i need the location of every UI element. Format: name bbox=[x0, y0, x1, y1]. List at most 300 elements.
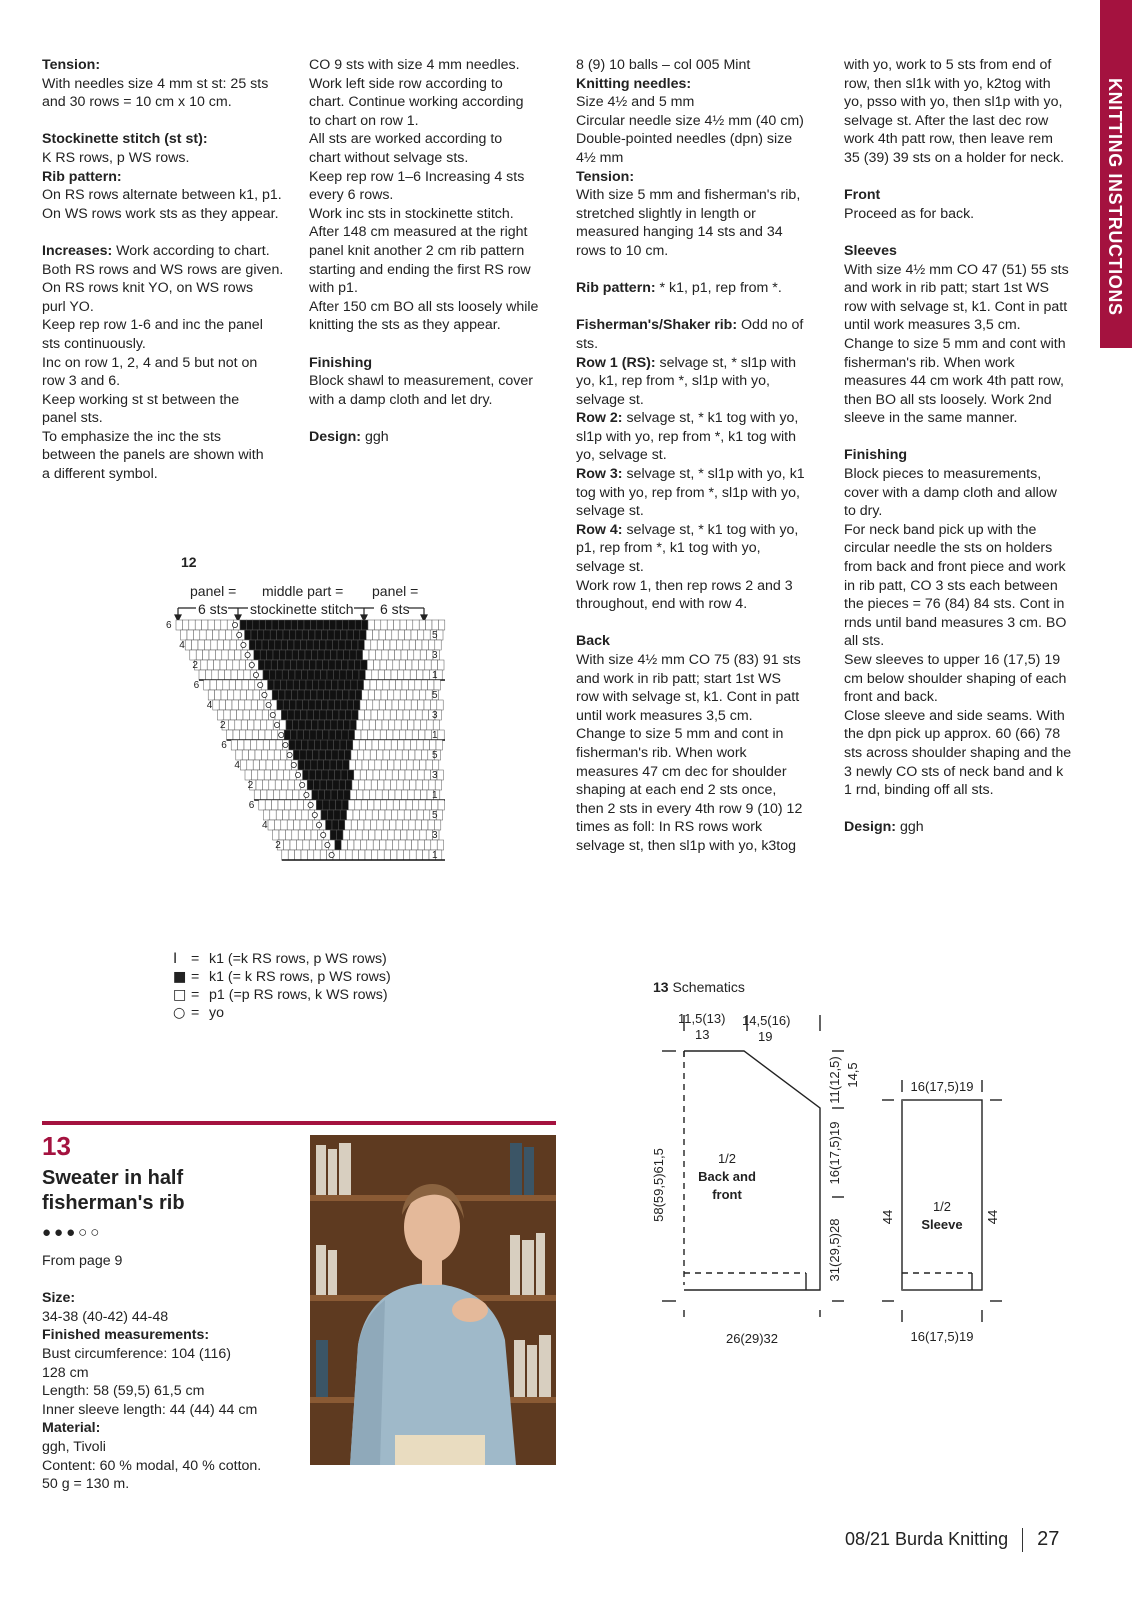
middle-part-label: middle part = bbox=[262, 583, 344, 599]
legend-text: k1 (=k RS rows, p WS rows) bbox=[209, 951, 387, 967]
row-number-left: 4 bbox=[179, 640, 185, 651]
chart-cell bbox=[251, 770, 257, 780]
chart-cell bbox=[210, 680, 216, 690]
row-number-left: 4 bbox=[234, 760, 240, 771]
issue-number: 08/21 bbox=[845, 1529, 896, 1549]
chart-cell bbox=[256, 710, 262, 720]
chart-cell bbox=[299, 650, 305, 660]
chart-cell bbox=[307, 640, 313, 650]
chart-cell bbox=[260, 650, 266, 660]
chart-cell bbox=[207, 660, 213, 670]
text-line: measures 44 cm work 4th patt row, bbox=[844, 373, 1064, 390]
back-heading: Back bbox=[576, 633, 610, 650]
chart-cell bbox=[248, 720, 254, 730]
chart-cell bbox=[438, 620, 444, 630]
chart-cell bbox=[334, 630, 340, 640]
chart-cell bbox=[360, 630, 366, 640]
chart-cell bbox=[267, 650, 273, 660]
chart-cell bbox=[254, 650, 260, 660]
chart-cell bbox=[369, 720, 375, 730]
chart-cell bbox=[242, 750, 248, 760]
text-line: to dry. bbox=[844, 503, 883, 520]
measurements-heading: Finished measurements: bbox=[42, 1327, 210, 1344]
chart-cell bbox=[348, 800, 354, 810]
chart-cell bbox=[258, 770, 264, 780]
chart-cell bbox=[438, 730, 444, 740]
sleeve-label: Sleeve bbox=[921, 1217, 963, 1232]
chart-cell bbox=[407, 830, 413, 840]
chart-cell bbox=[387, 800, 393, 810]
front-heading: Front bbox=[844, 187, 881, 204]
chart-cell bbox=[372, 670, 378, 680]
chart-cell bbox=[214, 660, 220, 670]
text-line: sts. bbox=[576, 335, 599, 352]
text-line: selvage st, then sl1p with yo, k3tog bbox=[576, 837, 797, 854]
text-line: row with selvage st, k1. Cont in patt bbox=[844, 298, 1068, 315]
chart-cell bbox=[394, 760, 400, 770]
chart-cell bbox=[370, 680, 376, 690]
chart-cell bbox=[374, 620, 380, 630]
chart-cell bbox=[193, 630, 199, 640]
chart-cell bbox=[293, 680, 299, 690]
chart-cell bbox=[314, 780, 320, 790]
chart-cell bbox=[358, 710, 364, 720]
chart-cell bbox=[296, 840, 302, 850]
row-number-right: 5 bbox=[432, 750, 438, 761]
text-line: purl YO. bbox=[42, 298, 94, 315]
chart-cell bbox=[341, 770, 347, 780]
text-line: selvage st. bbox=[576, 391, 644, 408]
chart-cell bbox=[420, 720, 426, 730]
chart-cell bbox=[326, 780, 332, 790]
chart-cell bbox=[328, 770, 334, 780]
column-4 bbox=[844, 56, 1099, 837]
row-number-left: 2 bbox=[275, 840, 281, 851]
chart-cell bbox=[402, 820, 408, 830]
text-line: Keep working st st between the bbox=[42, 391, 240, 408]
chart-cell bbox=[348, 730, 354, 740]
middle-part-desc: stockinette stitch bbox=[250, 601, 354, 617]
chart-cell bbox=[334, 700, 340, 710]
chart-cell bbox=[332, 750, 338, 760]
chart-number: 12 bbox=[181, 554, 197, 570]
text-line: K RS rows, p WS rows. bbox=[42, 149, 190, 166]
chart-cell bbox=[189, 620, 195, 630]
chart-cell bbox=[258, 660, 264, 670]
chart-cell bbox=[356, 720, 362, 730]
text-line: the pieces = 76 (84) 84 sts. Cont in bbox=[844, 596, 1065, 613]
text-line: 1 rnd, binding off all sts. bbox=[844, 782, 994, 799]
chart-cell bbox=[280, 720, 286, 730]
sleeve-outline bbox=[902, 1100, 982, 1290]
text-line: yo, psso with yo, then sl1p with yo, bbox=[844, 94, 1063, 111]
chart-cell bbox=[423, 740, 429, 750]
chart-cell bbox=[302, 810, 308, 820]
chart-cell bbox=[327, 740, 333, 750]
chart-cell bbox=[432, 760, 438, 770]
schematic-diagram bbox=[640, 975, 1020, 1360]
text-line: chart without selvage sts. bbox=[309, 149, 469, 166]
sleeves-heading: Sleeves bbox=[844, 242, 897, 259]
chart-cell bbox=[377, 640, 383, 650]
text-line: row 3 and 6. bbox=[42, 373, 121, 390]
chart-cell bbox=[303, 840, 309, 850]
chart-cell bbox=[428, 640, 434, 650]
yo-symbol bbox=[266, 702, 271, 707]
chart-cell bbox=[281, 820, 287, 830]
row-number-right: 5 bbox=[432, 810, 438, 821]
legend-text: k1 (= k RS rows, p WS rows) bbox=[209, 969, 391, 985]
chart-cell bbox=[238, 700, 244, 710]
text-line: stretched slightly in length or bbox=[576, 205, 756, 222]
chart-cell bbox=[344, 720, 350, 730]
chart-cell bbox=[244, 670, 250, 680]
chart-cell bbox=[383, 820, 389, 830]
chart-cell bbox=[432, 620, 438, 630]
chart-cell bbox=[376, 790, 382, 800]
chart-cell bbox=[400, 800, 406, 810]
chart-cell bbox=[354, 840, 360, 850]
chart-cell bbox=[355, 800, 361, 810]
chart-cell bbox=[410, 740, 416, 750]
chart-cell bbox=[352, 850, 358, 860]
chart-cell bbox=[340, 810, 346, 820]
text-line: With size 4½ mm CO 47 (51) 55 sts bbox=[844, 261, 1069, 278]
chart-cell bbox=[352, 780, 358, 790]
chart-cell bbox=[376, 680, 382, 690]
chart-cell bbox=[345, 710, 351, 720]
chart-cell bbox=[300, 820, 306, 830]
chart-cell bbox=[421, 750, 427, 760]
chart-cell bbox=[378, 740, 384, 750]
chart-cell bbox=[292, 650, 298, 660]
chart-cell bbox=[381, 690, 387, 700]
chart-cell bbox=[433, 720, 439, 730]
model-photo bbox=[310, 1135, 556, 1465]
text-line: selvage st, * k1 tog with yo, bbox=[622, 410, 799, 427]
chart-cell bbox=[378, 670, 384, 680]
chart-cell bbox=[375, 650, 381, 660]
chart-cell bbox=[218, 670, 224, 680]
section-divider bbox=[42, 1121, 556, 1125]
chart-cell bbox=[181, 630, 187, 640]
chart-cell bbox=[370, 750, 376, 760]
chart-cell bbox=[301, 670, 307, 680]
chart-cell bbox=[298, 690, 304, 700]
chart-cell bbox=[337, 720, 343, 730]
chart-cell bbox=[406, 730, 412, 740]
piece-label: front bbox=[712, 1187, 742, 1202]
text-line: measured hanging 14 sts and 34 bbox=[576, 224, 783, 241]
yo-symbol bbox=[279, 732, 284, 737]
chart-cell bbox=[295, 850, 301, 860]
text-line: with yo, work to 5 sts from end of bbox=[844, 57, 1052, 73]
yo-symbol bbox=[253, 672, 258, 677]
chart-cell bbox=[375, 760, 381, 770]
chart-cell bbox=[360, 770, 366, 780]
chart-cell bbox=[270, 630, 276, 640]
chart-cell bbox=[377, 750, 383, 760]
chart-cell bbox=[364, 680, 370, 690]
chart-cell bbox=[238, 740, 244, 750]
text-line: p1, rep from *, k1 tog with yo, bbox=[576, 540, 761, 557]
chart-cell bbox=[344, 680, 350, 690]
legend-item: I = k1 (=k RS rows, p WS rows) bbox=[173, 951, 387, 967]
chart-cell bbox=[384, 780, 390, 790]
chart-cell bbox=[198, 640, 204, 650]
rib-pattern-heading: Rib pattern: bbox=[576, 280, 656, 297]
chart-cell bbox=[386, 840, 392, 850]
chart-cell bbox=[263, 740, 269, 750]
chart-cell bbox=[368, 760, 374, 770]
text-line: Size 4½ and 5 mm bbox=[576, 94, 695, 111]
chart-cell bbox=[212, 670, 218, 680]
chart-cell bbox=[294, 710, 300, 720]
chart-cell bbox=[301, 710, 307, 720]
text-line: fisherman's rib. When work bbox=[844, 354, 1015, 371]
dim-shoulder-height-alt: 14,5 bbox=[845, 1062, 860, 1088]
chart-cell bbox=[379, 770, 385, 780]
chart-cell bbox=[387, 620, 393, 630]
chart-cell bbox=[313, 750, 319, 760]
chart-cell bbox=[418, 840, 424, 850]
text-line: in rib patt, CO 3 sts each between bbox=[844, 577, 1058, 594]
chart-cell bbox=[307, 780, 313, 790]
chart-cell bbox=[335, 770, 341, 780]
chart-cell bbox=[274, 820, 280, 830]
page-number: 27 bbox=[1037, 1528, 1060, 1550]
chart-cell bbox=[235, 650, 241, 660]
chart-cell bbox=[290, 700, 296, 710]
chart-cell bbox=[292, 830, 298, 840]
chart-cell bbox=[308, 670, 314, 680]
text-line: 34-38 (40-42) 44-48 bbox=[42, 1308, 169, 1325]
chart-cell bbox=[331, 650, 337, 660]
chart-cell bbox=[348, 660, 354, 670]
chart-cell bbox=[266, 620, 272, 630]
chart-cell bbox=[239, 660, 245, 670]
chart-cell bbox=[346, 740, 352, 750]
dim-sleeve-top: 16(17,5)19 bbox=[910, 1079, 974, 1094]
chart-cell bbox=[430, 700, 436, 710]
chart-cell bbox=[285, 690, 291, 700]
chart-cell bbox=[280, 680, 286, 690]
yo-symbol bbox=[237, 632, 242, 637]
chart-cell bbox=[406, 800, 412, 810]
chart-cell bbox=[335, 730, 341, 740]
chart-cell bbox=[377, 710, 383, 720]
chart-cell bbox=[345, 820, 351, 830]
chart-cell bbox=[246, 620, 252, 630]
chart-cell bbox=[389, 680, 395, 690]
chart-cell bbox=[333, 710, 339, 720]
text-line: Block shawl to measurement, cover bbox=[309, 373, 533, 390]
chart-cell bbox=[265, 730, 271, 740]
chart-cell bbox=[196, 650, 202, 660]
chart-cell bbox=[388, 720, 394, 730]
chart-cell bbox=[409, 820, 415, 830]
chart-cell bbox=[302, 700, 308, 710]
chart-cell bbox=[376, 720, 382, 730]
chart-cell bbox=[300, 640, 306, 650]
chart-cell bbox=[393, 730, 399, 740]
chart-cell bbox=[426, 760, 432, 770]
chart-cell bbox=[221, 690, 227, 700]
column-1 bbox=[42, 56, 292, 484]
chart-cell bbox=[254, 790, 260, 800]
finishing-heading: Finishing bbox=[309, 354, 373, 371]
project-title bbox=[42, 1166, 292, 1216]
chart-cell bbox=[323, 800, 329, 810]
chart-cell bbox=[382, 790, 388, 800]
chart-cell bbox=[362, 690, 368, 700]
chart-cell bbox=[281, 640, 287, 650]
chart-cell bbox=[311, 690, 317, 700]
chart-cell bbox=[248, 680, 254, 690]
chart-cell bbox=[220, 660, 226, 670]
chart-cell bbox=[380, 730, 386, 740]
text-line: selvage st. bbox=[576, 503, 644, 520]
chart-cell bbox=[380, 840, 386, 850]
text-line: Change to size 5 mm and cont with bbox=[844, 335, 1066, 352]
chart-cell bbox=[326, 710, 332, 720]
text-line: then BO all sts loosely. Work 2nd bbox=[844, 391, 1052, 408]
chart-cell bbox=[339, 710, 345, 720]
chart-cell bbox=[423, 810, 429, 820]
chart-cell bbox=[415, 750, 421, 760]
chart-cell bbox=[421, 680, 427, 690]
chart-cell bbox=[408, 720, 414, 730]
row-number-left: 4 bbox=[206, 700, 213, 711]
chart-cell bbox=[381, 620, 387, 630]
chart-cell bbox=[278, 800, 284, 810]
text-line: rows to 10 cm. bbox=[576, 242, 669, 259]
project-details bbox=[42, 1252, 302, 1494]
chart-cell bbox=[361, 730, 367, 740]
chart-cell bbox=[319, 680, 325, 690]
chart-cell bbox=[412, 660, 418, 670]
k1-filled-symbol: ■ bbox=[173, 969, 187, 985]
chart-cell bbox=[289, 670, 295, 680]
dim-neck-width-alt: 19 bbox=[758, 1029, 773, 1044]
chart-cell bbox=[315, 770, 321, 780]
yo-symbol bbox=[321, 832, 326, 837]
chart-cell bbox=[315, 700, 321, 710]
chart-cell bbox=[322, 700, 328, 710]
chart-cell bbox=[422, 780, 428, 790]
dim-sleeve-bottom: 16(17,5)19 bbox=[910, 1329, 974, 1344]
chart-cell bbox=[275, 780, 281, 790]
chart-cell bbox=[204, 640, 210, 650]
chart-cell bbox=[399, 730, 405, 740]
chart-cell bbox=[281, 710, 287, 720]
chart-cell bbox=[429, 780, 435, 790]
chart-cell bbox=[296, 700, 302, 710]
chart-cell bbox=[398, 740, 404, 750]
chart-cell bbox=[284, 800, 290, 810]
chart-cell bbox=[258, 700, 264, 710]
chart-cell bbox=[275, 640, 281, 650]
chart-cell bbox=[297, 800, 303, 810]
text-line: rnds until band measures 3 cm. BO bbox=[844, 614, 1067, 631]
chart-cell bbox=[341, 840, 347, 850]
knitting-chart bbox=[160, 553, 460, 883]
chart-cell bbox=[431, 840, 437, 850]
text-line: ggh, Tivoli bbox=[42, 1438, 106, 1455]
chart-cell bbox=[372, 740, 378, 750]
chart-cell bbox=[407, 650, 413, 660]
text-line: On RS rows alternate between k1, p1. bbox=[42, 187, 282, 204]
chart-cell bbox=[253, 690, 259, 700]
chart-cell bbox=[404, 740, 410, 750]
chart-cell bbox=[380, 660, 386, 670]
chart-cell bbox=[363, 790, 369, 800]
yo-symbol bbox=[291, 762, 296, 767]
text-line: row with selvage st, k1. Cont in patt bbox=[576, 689, 800, 706]
chart-cell bbox=[353, 810, 359, 820]
chart-cell bbox=[279, 650, 285, 660]
chart-cell bbox=[420, 760, 426, 770]
chart-cell bbox=[273, 830, 279, 840]
chart-cell bbox=[208, 690, 214, 700]
chart-cell bbox=[366, 740, 372, 750]
row1-heading: Row 1 (RS): bbox=[576, 354, 656, 371]
chart-cell bbox=[307, 850, 313, 860]
chart-cell bbox=[396, 640, 402, 650]
chart-cell bbox=[329, 800, 335, 810]
chart-cell bbox=[398, 700, 404, 710]
chart-cell bbox=[219, 630, 225, 640]
text-line: Keep rep row 1-6 and inc the panel bbox=[42, 317, 263, 334]
chart-cell bbox=[252, 730, 258, 740]
chart-cell bbox=[310, 660, 316, 670]
chart-cell bbox=[222, 650, 228, 660]
chart-cell bbox=[425, 660, 431, 670]
chart-cell bbox=[314, 740, 320, 750]
chart-cell bbox=[273, 650, 279, 660]
chart-cell bbox=[336, 620, 342, 630]
chart-cell bbox=[321, 740, 327, 750]
chart-cell bbox=[273, 790, 279, 800]
text-line: cm below shoulder shaping of each bbox=[844, 670, 1067, 687]
dim-width: 26(29)32 bbox=[725, 1331, 779, 1346]
chart-cell bbox=[381, 760, 387, 770]
chart-cell bbox=[402, 750, 408, 760]
text-line: work 4th patt row, then leave rem bbox=[844, 131, 1053, 148]
chart-cell bbox=[264, 770, 270, 780]
chart-cell bbox=[317, 620, 323, 630]
chart-cell bbox=[284, 660, 290, 670]
chart-cell bbox=[213, 700, 219, 710]
chart-cell bbox=[397, 670, 403, 680]
chart-cell bbox=[302, 740, 308, 750]
chart-cell bbox=[261, 790, 267, 800]
chart-cell bbox=[243, 710, 249, 720]
chart-cell bbox=[279, 760, 285, 770]
chart-cell bbox=[310, 620, 316, 630]
text-line: selvage st. bbox=[576, 559, 644, 576]
chart-cell bbox=[330, 760, 336, 770]
chart-cell bbox=[362, 620, 368, 630]
chart-cell bbox=[392, 770, 398, 780]
chart-cell bbox=[270, 810, 276, 820]
chart-cell bbox=[282, 780, 288, 790]
chart-cell bbox=[411, 700, 417, 710]
chart-cell bbox=[201, 660, 207, 670]
chart-cell bbox=[405, 630, 411, 640]
row-number-right: 1 bbox=[432, 670, 438, 681]
text-line: Double-pointed needles (dpn) size bbox=[576, 131, 793, 148]
